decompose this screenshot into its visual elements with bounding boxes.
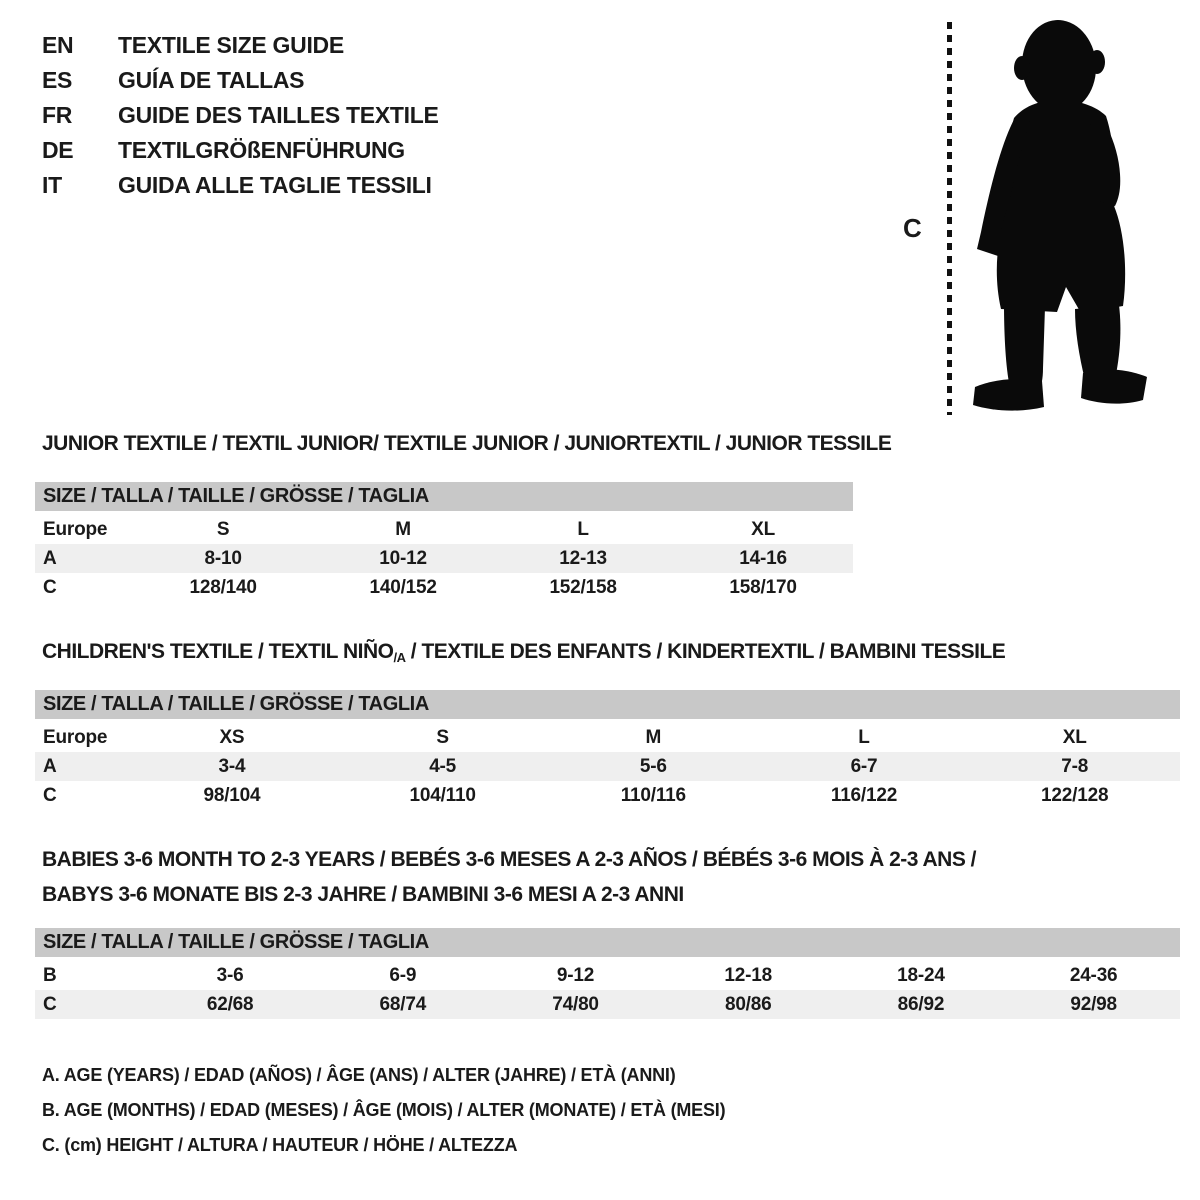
months-cell: 9-12 — [556, 964, 595, 986]
language-code: ES — [42, 67, 73, 93]
size-cell: L — [858, 726, 870, 748]
age-cell: 8-10 — [204, 547, 242, 569]
table-row-europe — [35, 515, 853, 544]
height-measure-label: C — [903, 213, 922, 243]
babies-section-title-line-2: BABYS 3-6 MONATE BIS 2-3 JAHRE / BAMBINI 3-6 MESI A 2-3 ANNI — [42, 883, 684, 906]
age-cell: 6-7 — [850, 755, 878, 777]
months-cell: 12-18 — [724, 964, 773, 986]
height-cell: 140/152 — [369, 576, 437, 598]
height-cell: 158/170 — [729, 576, 797, 598]
table-row-height — [35, 990, 1180, 1019]
size-cell: S — [216, 518, 230, 540]
legend-note-a: A. AGE (YEARS) / EDAD (AÑOS) / ÂGE (ANS) / ALTER (JAHRE) / ETÀ (ANNI) — [42, 1065, 676, 1085]
size-cell: L — [577, 518, 589, 540]
size-cell: S — [436, 726, 449, 748]
age-cell: 10-12 — [379, 547, 427, 569]
table-body — [35, 515, 853, 602]
height-cell: 152/158 — [549, 576, 617, 598]
row-label: A — [43, 547, 57, 569]
babies-section-title-line-1: BABIES 3-6 MONTH TO 2-3 YEARS / BEBÉS 3-6 MESES A 2-3 AÑOS / BÉBÉS 3-6 MOIS À 2-3 ANS / — [42, 848, 977, 871]
size-cell: M — [395, 518, 411, 540]
language-label: GUIDE DES TAILLES TEXTILE — [118, 102, 439, 128]
size-cell: XL — [1062, 726, 1087, 748]
legend-block — [42, 1066, 725, 1171]
size-header-bar: SIZE / TALLA / TAILLE / GRÖSSE / TAGLIA — [35, 928, 1180, 957]
table-row-europe — [35, 723, 1180, 752]
language-label: GUÍA DE TALLAS — [118, 67, 305, 93]
months-cell: 6-9 — [389, 964, 417, 986]
months-cell: 18-24 — [897, 964, 945, 986]
height-cell: 68/74 — [379, 993, 427, 1015]
height-cell: 74/80 — [552, 993, 599, 1015]
row-label: B — [43, 964, 57, 986]
height-cell: 86/92 — [897, 993, 945, 1015]
language-row-en — [42, 34, 439, 57]
table-body — [35, 961, 1180, 1019]
height-cell: 122/128 — [1041, 784, 1109, 806]
language-row-fr — [42, 104, 439, 127]
table-row-age — [35, 752, 1180, 781]
size-cell: XL — [751, 518, 775, 540]
months-cell: 24-36 — [1069, 964, 1118, 986]
height-cell: 104/110 — [409, 784, 476, 806]
language-code: FR — [42, 102, 73, 128]
height-cell: 98/104 — [203, 784, 261, 806]
size-cell: M — [645, 726, 662, 748]
table-body — [35, 723, 1180, 810]
row-label: C — [43, 784, 57, 806]
height-cell: 128/140 — [189, 576, 257, 598]
height-cell: 110/116 — [620, 784, 686, 806]
height-cell: 80/86 — [724, 993, 772, 1015]
age-cell: 5-6 — [639, 755, 667, 777]
children-section-title — [42, 641, 1005, 665]
legend-note-b: B. AGE (MONTHS) / EDAD (MESES) / ÂGE (MOIS) / ALTER (MONATE) / ETÀ (MESI) — [42, 1100, 726, 1120]
table-row-height — [35, 573, 853, 602]
toddler-silhouette-icon — [962, 16, 1152, 416]
age-cell: 3-4 — [218, 755, 246, 777]
size-cell: XS — [219, 726, 245, 748]
children-size-table — [35, 690, 1180, 810]
language-title-block — [42, 34, 439, 209]
children-title-rest: / TEXTILE DES ENFANTS / KINDERTEXTIL / BAMBINI TESSILE — [405, 640, 1006, 663]
months-cell: 3-6 — [216, 964, 244, 986]
size-header-bar: SIZE / TALLA / TAILLE / GRÖSSE / TAGLIA — [35, 482, 853, 511]
row-label: A — [43, 755, 57, 777]
age-cell: 14-16 — [739, 547, 787, 569]
language-label: GUIDA ALLE TAGLIE TESSILI — [118, 172, 432, 198]
language-row-it — [42, 174, 439, 197]
language-row-de — [42, 139, 439, 162]
children-title-subscript: /A — [393, 650, 406, 665]
row-label: Europe — [43, 726, 108, 748]
row-label: C — [43, 576, 57, 598]
height-cell: 62/68 — [206, 993, 254, 1015]
table-row-height — [35, 781, 1180, 810]
language-label: TEXTILE SIZE GUIDE — [118, 32, 344, 58]
age-cell: 12-13 — [559, 547, 607, 569]
height-measure-dashed-line — [947, 22, 952, 415]
table-row-months — [35, 961, 1180, 990]
language-label: TEXTILGRÖßENFÜHRUNG — [118, 137, 405, 163]
table-row-age — [35, 544, 853, 573]
legend-note-c: C. (cm) HEIGHT / ALTURA / HAUTEUR / HÖHE / ALTEZZA — [42, 1135, 518, 1155]
age-cell: 7-8 — [1061, 755, 1089, 777]
language-code: EN — [42, 32, 74, 58]
language-row-es — [42, 69, 439, 92]
size-header-bar: SIZE / TALLA / TAILLE / GRÖSSE / TAGLIA — [35, 690, 1180, 719]
language-code: DE — [42, 137, 74, 163]
age-cell: 4-5 — [429, 755, 457, 777]
junior-section-title: JUNIOR TEXTILE / TEXTIL JUNIOR/ TEXTILE JUNIOR / JUNIORTEXTIL / JUNIOR TESSILE — [42, 432, 892, 455]
row-label: Europe — [43, 518, 108, 540]
junior-size-table — [35, 482, 853, 602]
height-cell: 92/98 — [1070, 993, 1117, 1015]
babies-size-table — [35, 928, 1180, 1019]
language-code: IT — [42, 172, 62, 198]
children-title-main: CHILDREN'S TEXTILE / TEXTIL NIÑO — [42, 640, 394, 663]
row-label: C — [43, 993, 57, 1015]
height-cell: 116/122 — [830, 784, 898, 806]
